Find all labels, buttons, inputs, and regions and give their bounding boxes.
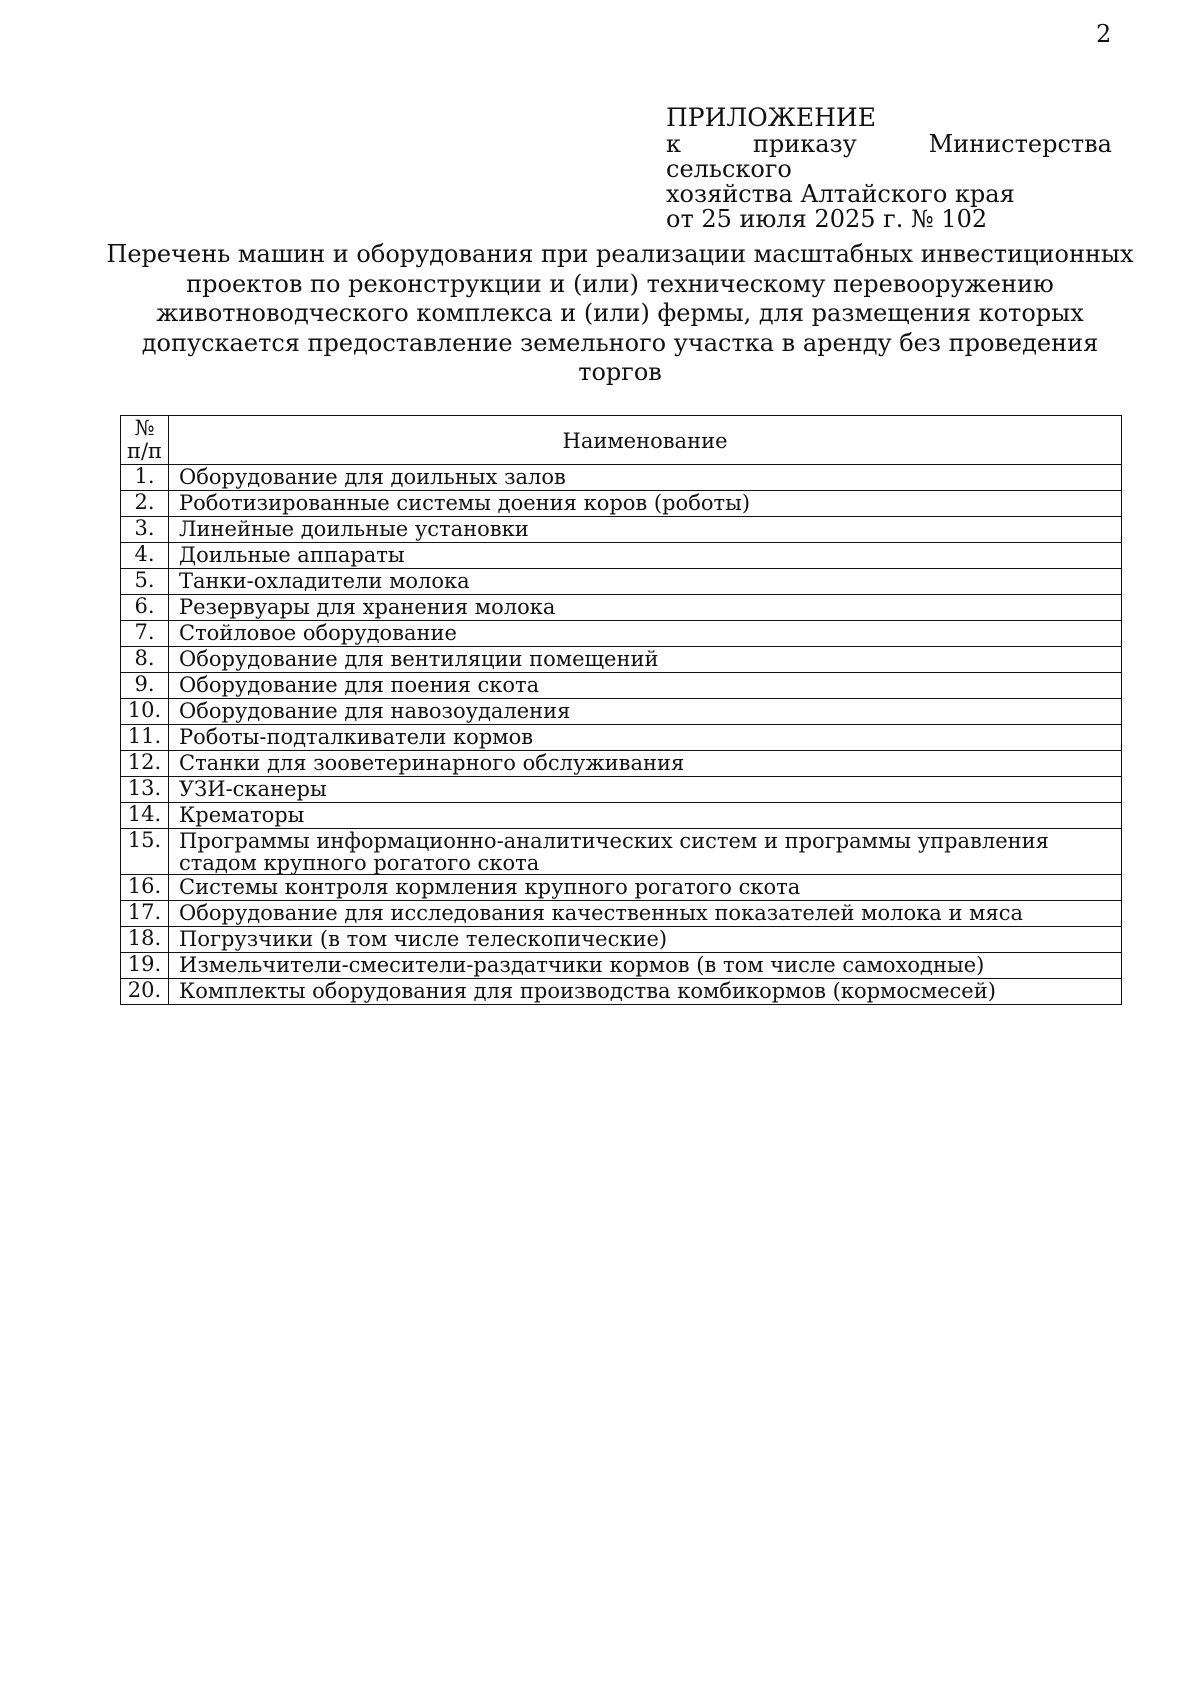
row-number: 14. (121, 803, 169, 829)
page-number: 2 (1096, 20, 1112, 48)
row-name: УЗИ-сканеры (169, 777, 1122, 803)
row-name: Программы информационно-аналитических систем и программы управления стадом крупного рогатого скота (169, 829, 1122, 875)
header-name: Наименование (169, 416, 1122, 465)
table-row (121, 777, 1122, 803)
row-name: Погрузчики (в том числе телескопические) (169, 927, 1122, 953)
equipment-table (120, 415, 1122, 1005)
row-number: 17. (121, 901, 169, 927)
row-number: 5. (121, 569, 169, 595)
row-number: 18. (121, 927, 169, 953)
header-number-symbol: № (134, 416, 155, 440)
table-row (121, 953, 1122, 979)
table-body (121, 465, 1122, 1005)
table-row (121, 543, 1122, 569)
table-row (121, 979, 1122, 1005)
table-row (121, 699, 1122, 725)
table-row (121, 803, 1122, 829)
table-row (121, 673, 1122, 699)
header-number-abbrev: п/п (126, 439, 163, 463)
row-name: Комплекты оборудования для производства комбикормов (кормосмесей) (169, 979, 1122, 1005)
row-number: 2. (121, 491, 169, 517)
row-name: Системы контроля кормления крупного рогатого скота (169, 875, 1122, 901)
row-number: 3. (121, 517, 169, 543)
table-header-row (121, 416, 1122, 465)
row-name: Доильные аппараты (169, 543, 1122, 569)
row-number: 7. (121, 621, 169, 647)
appendix-heading: ПРИЛОЖЕНИЕ (666, 103, 876, 132)
document-title (100, 240, 1140, 388)
row-name: Резервуары для хранения молока (169, 595, 1122, 621)
row-number: 19. (121, 953, 169, 979)
row-number: 16. (121, 875, 169, 901)
table-row (121, 829, 1122, 875)
table-row (121, 927, 1122, 953)
title-line: допускается предоставление земельного участка в аренду без проведения (141, 328, 1099, 357)
title-line: Перечень машин и оборудования при реализации масштабных инвестиционных (106, 240, 1134, 268)
appendix-order-line: к приказу Министерства сельского (666, 130, 1112, 183)
row-number: 8. (121, 647, 169, 673)
row-number: 4. (121, 543, 169, 569)
table-row (121, 621, 1122, 647)
equipment-table-container (120, 415, 1122, 1005)
row-name: Крематоры (169, 803, 1122, 829)
appendix-ministry-line: хозяйства Алтайского края (666, 180, 1015, 208)
table-row (121, 569, 1122, 595)
header-number (121, 416, 169, 465)
row-number: 20. (121, 979, 169, 1005)
row-number: 6. (121, 595, 169, 621)
row-name: Роботы-подталкиватели кормов (169, 725, 1122, 751)
row-number: 15. (121, 829, 169, 875)
row-name: Оборудование для вентиляции помещений (169, 647, 1122, 673)
title-line: торгов (578, 358, 662, 386)
row-name: Стойловое оборудование (169, 621, 1122, 647)
title-line: животноводческого комплекса и (или) фермы, для размещения которых (156, 299, 1084, 327)
row-name: Танки-охладители молока (169, 569, 1122, 595)
row-name: Линейные доильные установки (169, 517, 1122, 543)
table-row (121, 725, 1122, 751)
appendix-block (666, 104, 1112, 232)
table-row (121, 751, 1122, 777)
table-row (121, 465, 1122, 491)
table-row (121, 647, 1122, 673)
row-number: 13. (121, 777, 169, 803)
table-row (121, 491, 1122, 517)
row-name: Роботизированные системы доения коров (роботы) (169, 491, 1122, 517)
table-row (121, 901, 1122, 927)
row-name: Оборудование для поения скота (169, 673, 1122, 699)
table-row (121, 595, 1122, 621)
row-number: 9. (121, 673, 169, 699)
row-name: Оборудование для исследования качественных показателей молока и мяса (169, 901, 1122, 927)
row-name: Станки для зооветеринарного обслуживания (169, 751, 1122, 777)
row-number: 12. (121, 751, 169, 777)
table-row (121, 517, 1122, 543)
appendix-date-line: от 25 июля 2025 г. № 102 (666, 205, 988, 233)
row-number: 10. (121, 699, 169, 725)
title-line: проектов по реконструкции и (или) техническому перевооружению (186, 269, 1054, 298)
row-name: Оборудование для навозоудаления (169, 699, 1122, 725)
row-name: Оборудование для доильных залов (169, 465, 1122, 491)
row-number: 11. (121, 725, 169, 751)
row-name: Измельчители-смесители-раздатчики кормов (в том числе самоходные) (169, 953, 1122, 979)
table-row (121, 875, 1122, 901)
row-number: 1. (121, 465, 169, 491)
